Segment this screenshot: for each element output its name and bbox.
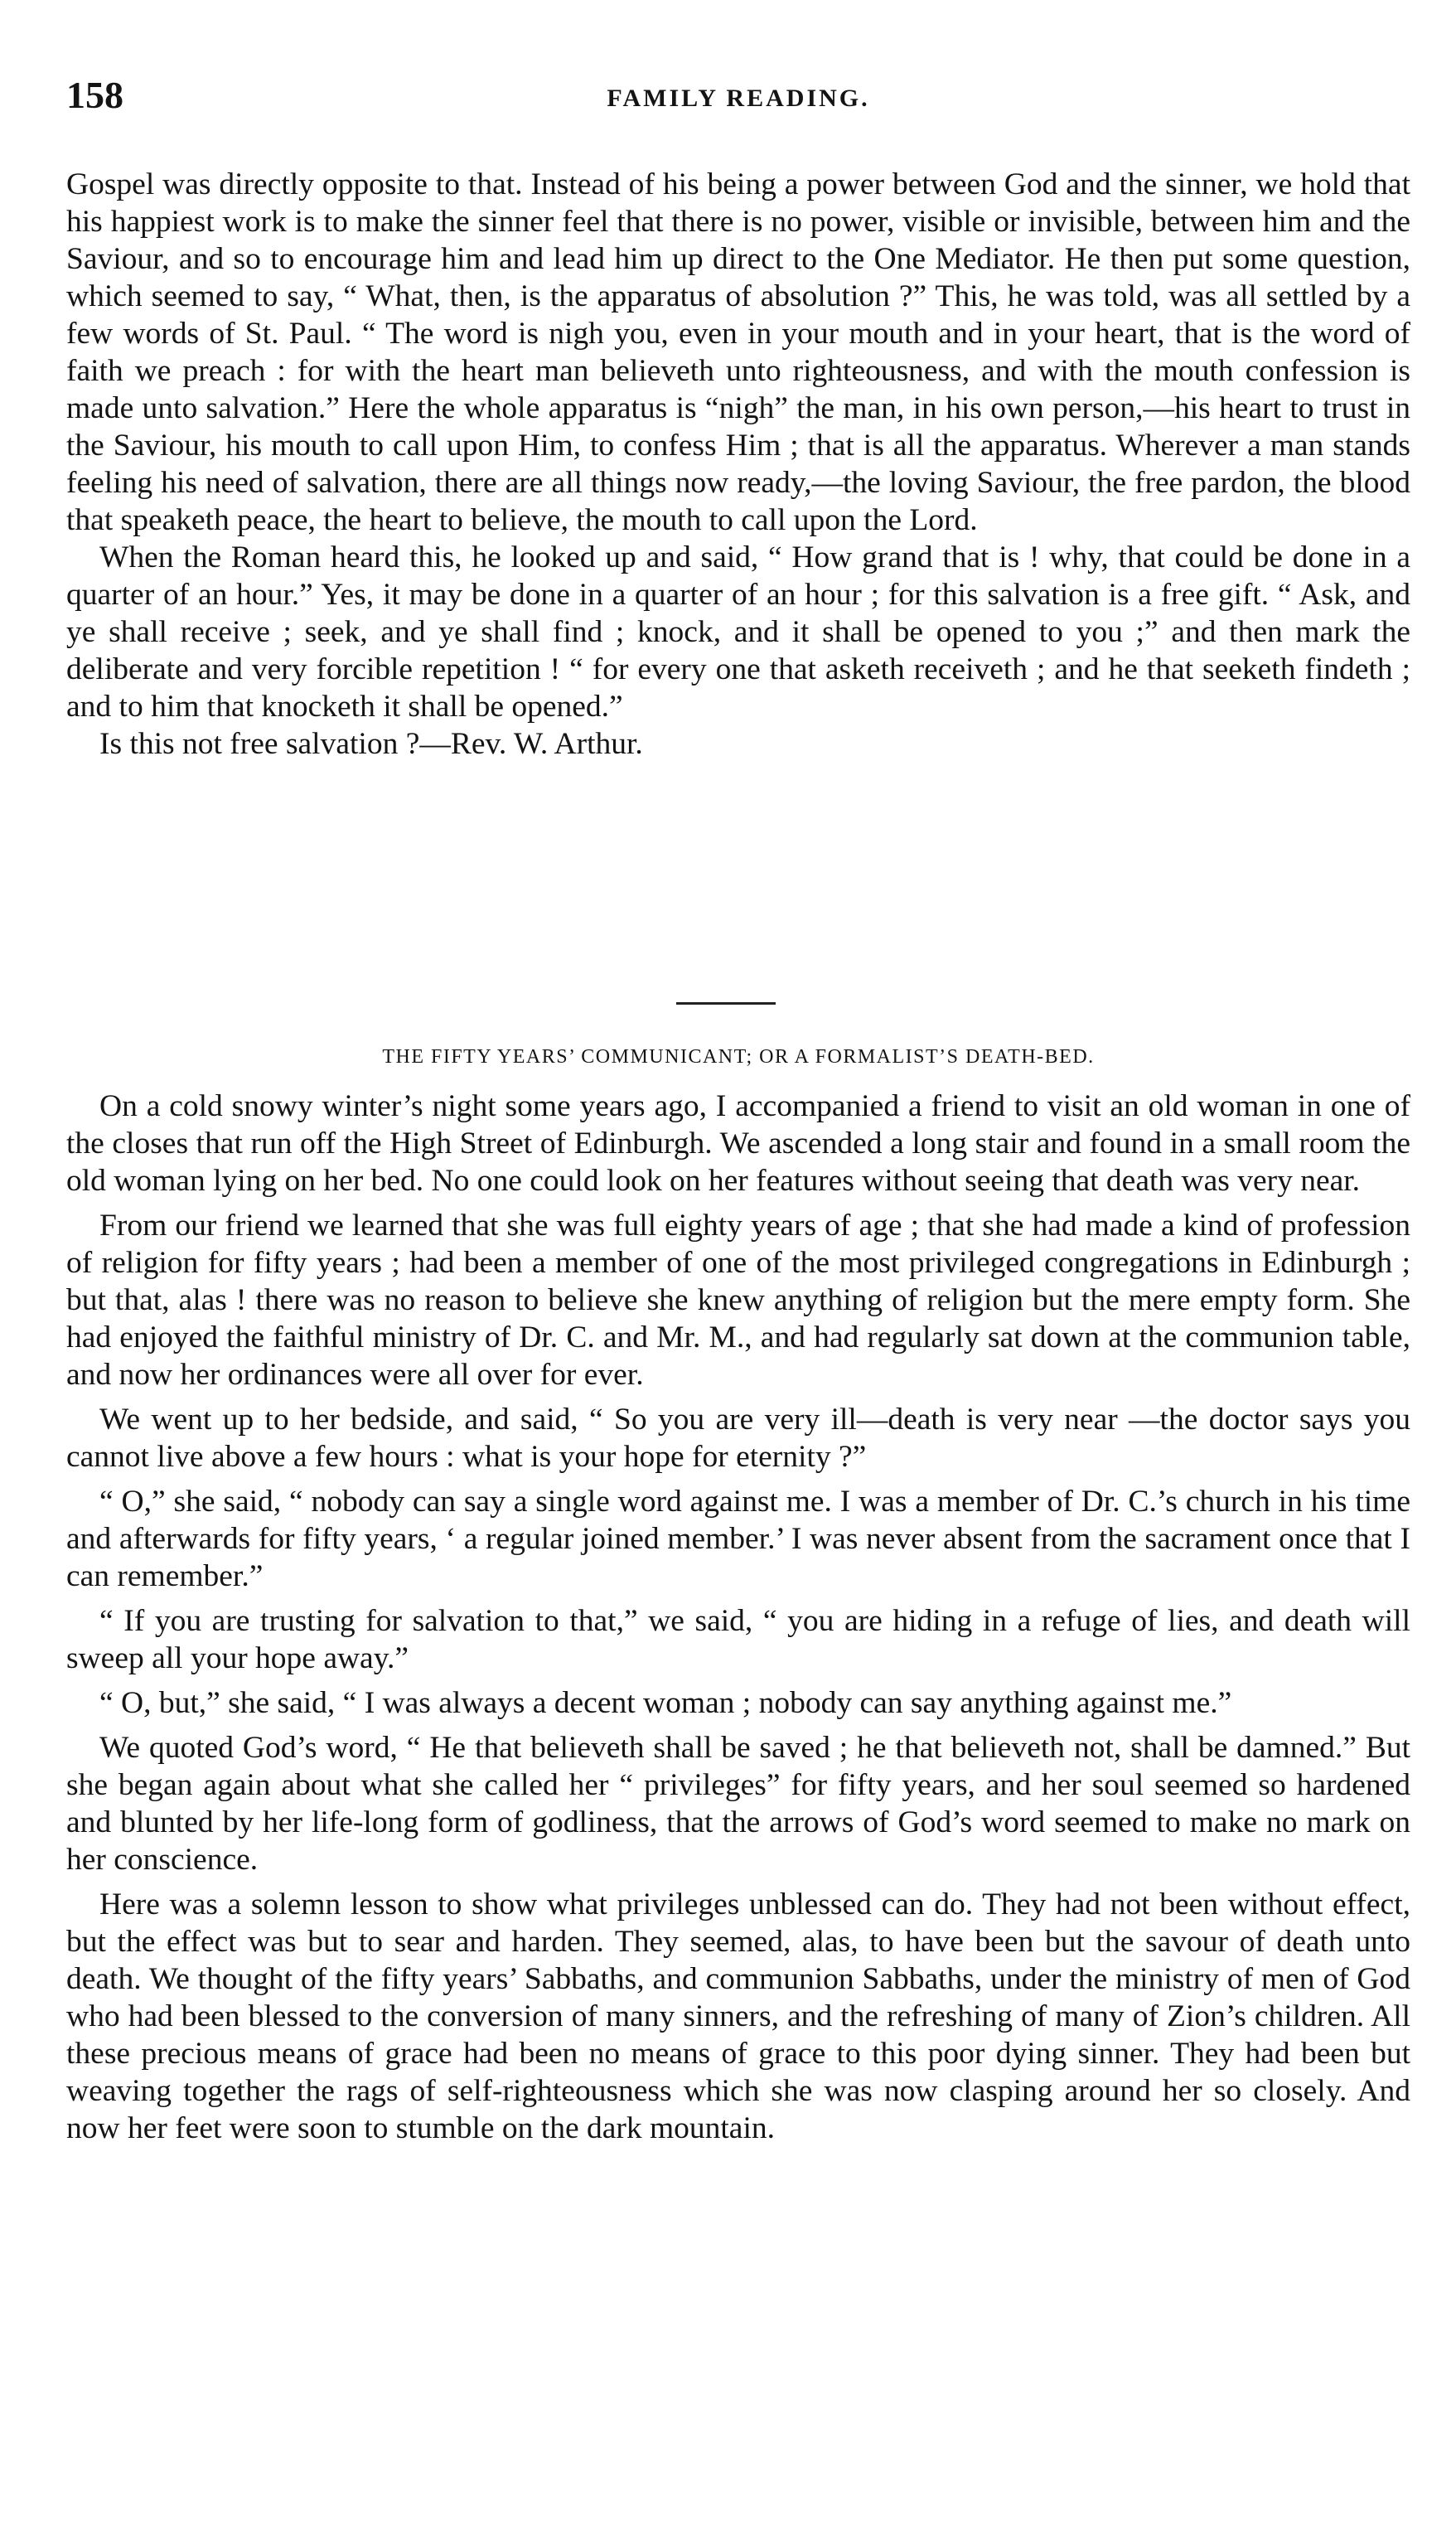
paragraph: We quoted God’s word, “ He that believeth shall be saved ; he that believeth not, shall be damned.” But she began again about what she called her “ privileges” for fifty years, and her soul seemed so hardened and blunted by her life-long form of godliness, that the arrows of God’s word seemed to make no mark on her conscience. [66,1731,1410,1877]
paragraph: “ If you are trusting for salvation to that,” we said, “ you are hiding in a refuge of lies, and death will sweep all your hope away.” [66,1604,1410,1675]
paragraph: “ O,” she said, “ nobody can say a single word against me. I was a member of Dr. C.’s church in his time and afterwards for fifty years, ‘ a regular joined member.’ I was never absent from the sacrament once that I can remember.” [66,1485,1410,1593]
paragraph: On a cold snowy winter’s night some years ago, I accompanied a friend to visit an old woman in one of the closes that run off the High Street of Edinburgh. We ascended a long stair and found in a small room the old woman lying on her bed. No one could look on her features without seeing that death was very near. [66,1089,1410,1198]
section-divider [676,1002,776,1005]
page-header [66,73,1410,123]
previous-article-conclusion [66,166,1410,763]
paragraph: “ O, but,” she said, “ I was always a decent woman ; nobody can say anything against me.” [99,1686,1232,1720]
article-title: THE FIFTY YEARS’ COMMUNICANT; OR A FORMALIST’S DEATH-BED. [382,1046,1095,1068]
paragraph: Gospel was directly opposite to that. Instead of his being a power between God and the sinner, we hold that his happiest work is to make the sinner feel that there is no power, visible or invisible, between him and the Saviour, and so to encourage him and lead him up direct to the One Mediator. He then put some question, which seemed to say, “ What, then, is the apparatus of absolution ?” This, he was told, was all settled by a few words of St. Paul. “ The word is nigh you, even in your mouth and in your heart, that is the word of faith we preach : for with the heart man believeth unto righteousness, and with the mouth confession is made unto salvation.” Here the whole apparatus is “nigh” the man, in his own person,—his heart to trust in the Saviour, his mouth to call upon Him, to confess Him ; that is all the apparatus. Wherever a man stands feeling his need of salvation, there are all things now ready,—the loving Saviour, the free pardon, the blood that speaketh peace, the heart to believe, the mouth to call upon the Lord. [66,167,1410,537]
running-head: FAMILY READING. [607,85,870,112]
article-body [66,1088,1410,2154]
paragraph: When the Roman heard this, he looked up and said, “ How grand that is ! why, that could be done in a quarter of an hour.” Yes, it may be done in a quarter of an hour ; for this salvation is a free gift. “ Ask, and ye shall receive ; seek, and ye shall find ; knock, and it shall be opened to you ;” and then mark the deliberate and very forcible repetition ! “ for every one that asketh receiveth ; and he that seeketh findeth ; and to him that knocketh it shall be opened.” [66,540,1410,724]
paragraph: From our friend we learned that she was full eighty years of age ; that she had made a kind of profession of religion for fifty years ; had been a member of one of the most privileged congregations in Edinburgh ; but that, alas ! there was no reason to believe she knew anything of religion but the mere empty form. She had enjoyed the faithful ministry of Dr. C. and Mr. M., and had regularly sat down at the communion table, and now her ordinances were all over for ever. [66,1209,1410,1392]
page-number: 158 [66,74,123,116]
paragraph-attribution: Is this not free salvation ?—Rev. W. Arthur. [99,727,643,761]
paragraph: We went up to her bedside, and said, “ So you are very ill—death is very near —the doctor says you cannot live above a few hours : what is your hope for eternity ?” [66,1403,1410,1474]
paragraph: Here was a solemn lesson to show what privileges unblessed can do. They had not been without effect, but the effect was but to sear and harden. They seemed, alas, to have been but the savour of death unto death. We thought of the fifty years’ Sabbaths, and communion Sabbaths, under the ministry of men of God who had been blessed to the conversion of many sinners, and the refreshing of many of Zion’s children. All these precious means of grace had been no means of grace to this poor dying sinner. They had been but weaving together the rags of self-righteousness which she was now clasping around her so closely. And now her feet were soon to stumble on the dark mountain. [66,1887,1410,2145]
